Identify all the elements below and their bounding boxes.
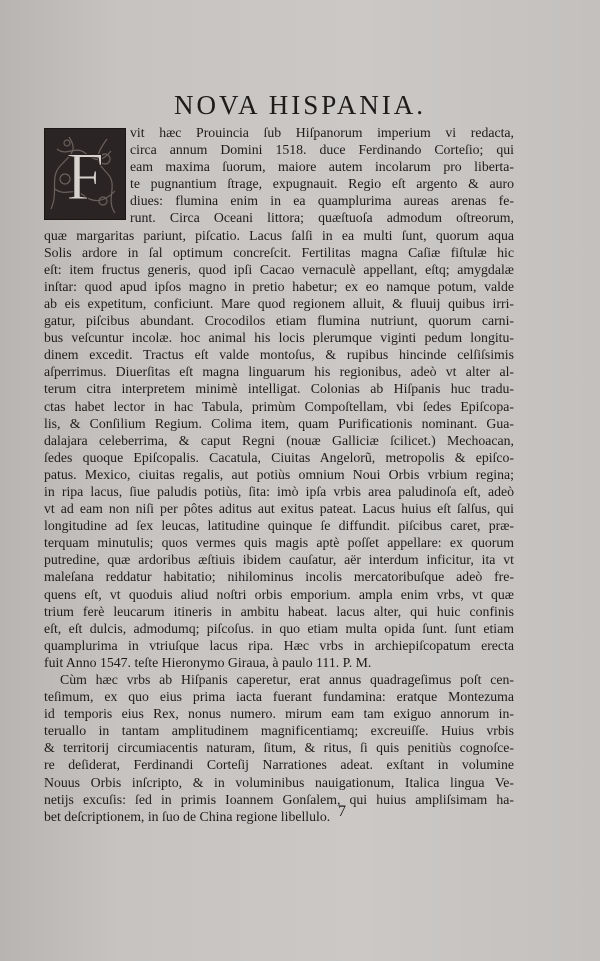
- text-line: ctas habet lector in hac Tabula, primùm Compoſtellam, vbi ſedes Epiſcopa-: [44, 398, 514, 414]
- text-line: dinem excedit. Tractus eſt valde montoſus, & rupibus hincinde celſiſsimis: [44, 347, 514, 363]
- text-line: ab eis expetitum, conficiunt. Mare quod regionem alluit, & fluuij quibus irri-: [44, 295, 514, 311]
- text-line: re deſiderat, Ferdinandi Corteſij Narrationes adeat. exſtant in volumine: [44, 757, 514, 773]
- text-line: Solis ardore in ſal optimum concreſcit. Fertilitas magna Caſiæ fiſtulæ hic: [44, 244, 514, 260]
- text-line: netijs excuſis: ſed in primis Ioannem Gonſalem, qui huius ampliſsimam ha-: [44, 791, 514, 807]
- text-line: aſperrimus. Diuerſitas eſt magna linguarum his regionibus, adeò vt alter al-: [44, 364, 514, 380]
- text-line: in ripa lacus, ſiue paludis potiùs, ſita: imò ipſa vrbis area paludinoſa eſt, adeò: [44, 483, 514, 499]
- text-line: lis, & Conſilium Regium. Colima item, quam Purificationis nominant. Gua-: [44, 415, 514, 431]
- text-line: teſimum, ex quo eius prima iacta fuerant fundamina: eratque Montezuma: [44, 689, 514, 705]
- text-line: Nouus Orbis inſcripto, & in voluminibus nauigationum, Italica lingua Ve-: [44, 774, 514, 790]
- text-line: vit hæc Prouincia ſub Hiſpanorum imperium vi redacta,: [130, 125, 514, 140]
- initial-letter: F: [66, 138, 104, 214]
- text-line: ſedes quoque Epiſcopalis. Cacatula, Ciuitas Angelorũ, metropolis & epiſco-: [44, 449, 514, 465]
- text-line: fuit Anno 1547. teſte Hieronymo Giraua, à paulo 111. P. M.: [44, 654, 372, 670]
- text-line: inſtar: quod apud ipſos magno in pretio habetur; ex eo namque potum, valde: [44, 278, 514, 294]
- text-line: longitudine ad ſex leucas, latitudine quinque ſe diffundit. piſcibus caret, præ-: [44, 518, 514, 534]
- text-line: terquam minutulis; quos vermes quis magis aptè poſſet appellare: ex quorum: [44, 535, 514, 551]
- text-line: quæ margaritas pariunt, piſcatio. Lacus ſalſi in ea multi ſunt, quorum aqua: [44, 227, 514, 243]
- page-title: NOVA HISPANIA.: [173, 90, 427, 120]
- text-line: bet deſcriptionem, in ſuo de China regione libellulo.: [44, 808, 331, 824]
- text-line: eſt, eſt dulcis, admodumq; piſcoſus. in quo etiam multa opida ſunt. ſunt etiam: [44, 620, 514, 636]
- text-line: patus. Mexico, ciuitas regalis, aut potiùs omnium Noui Orbis vrbium regina;: [44, 466, 514, 482]
- text-line: te pugnantium ſtrage, expugnauit. Regio eſt argento & auro: [130, 176, 514, 192]
- text-line: eam maxima ſuorum, maiore autem incolarum pro liberta-: [130, 159, 514, 175]
- text-line: Cùm hæc vrbs ab Hiſpanis caperetur, erat annus quadrageſimus poſt cen-: [60, 672, 514, 687]
- page-number: 7: [338, 803, 346, 820]
- paragraph-1: [44, 124, 514, 671]
- text-line: eſt: item fructus generis, quod ipſi Cacao vernaculè appellant, eſtq; amygdalæ: [44, 261, 514, 277]
- text-line: bus veſcuntur incolæ. hoc animal his locis plerumque viginti pedum longitu-: [44, 330, 514, 346]
- text-line: gatur, piſcibus abundant. Crocodilos etiam flumina nutriunt, quorum carni-: [44, 313, 514, 329]
- text-line: diues: flumina enim in ea quamplurima aureas arenas fe-: [130, 193, 514, 209]
- text-line: runt. Circa Oceani littora; quæſtuoſa admodum oſtreorum,: [130, 210, 514, 226]
- text-line: vt ad eam non niſi per pôtes aditus aut exitus pateat. Lacus huius eſt ſalſus, qui: [44, 501, 514, 517]
- text-line: quens eſt, vt quoduis aliud noſtri orbis emporium. ampla enim vrbs, vt quæ: [44, 586, 514, 602]
- text-line: & territorij circumiacentis naturam, ſitum, & ritus, ſi quis penitiùs cognoſce-: [44, 740, 514, 756]
- body-text: [44, 124, 514, 825]
- paragraph-2: [44, 671, 514, 825]
- text-line: dalajara celeberrima, & caput Regni (nouæ Galliciæ ſcilicet.) Mechoacan,: [44, 432, 514, 448]
- text-line: putredine, quæ ardoribus æſtiuis ibidem cauſatur, aër interdum inficitur, ita vt: [44, 552, 514, 568]
- text-line: terum citra interpretem minimè intelligat. Colonias ab Hiſpanis huc tradu-: [44, 381, 514, 397]
- text-line: teruallo in tantam amplitudinem magnificentiamq; excreuiſſe. Huius vrbis: [44, 723, 514, 739]
- text-line: trium ferè leucarum itineris in ambitu habeat. lacus alter, qui huic confinis: [44, 603, 514, 619]
- text-line: circa annum Domini 1518. duce Ferdinando Corteſio; qui: [130, 142, 514, 158]
- text-line: quamplurima in vtriuſque lacus ripa. Hæc vrbs in archiepiſcopatum erecta: [44, 637, 514, 653]
- text-line: maleſana reddatur habitatio; nihilominus incolis mercatoribuſque adeò fre-: [44, 569, 514, 585]
- text-line: id temporis eius Rex, nonus numero. mirum eam tam exiguo annorum in-: [44, 706, 514, 722]
